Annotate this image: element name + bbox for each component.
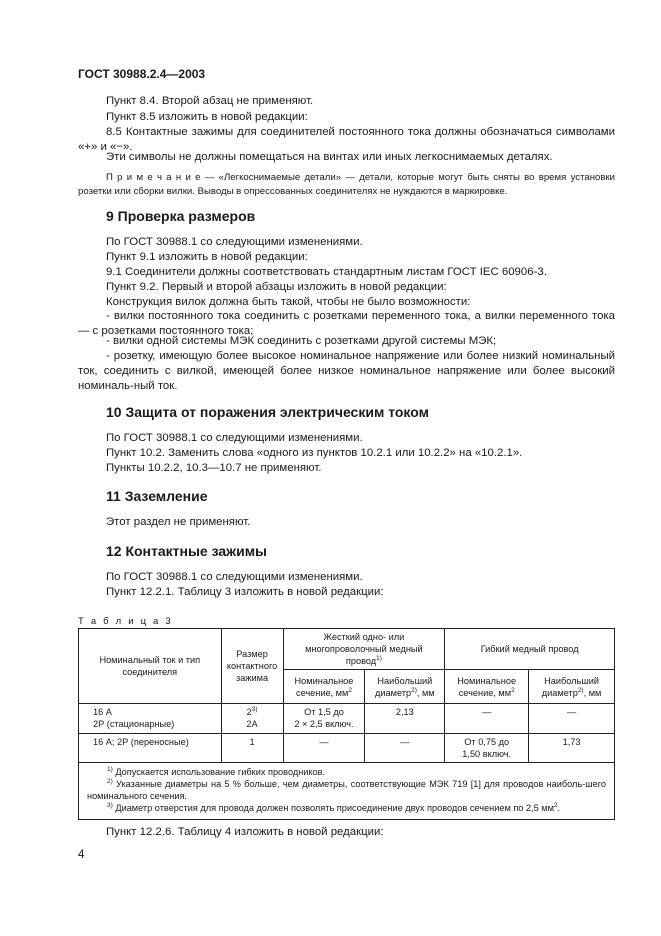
cell: 2,13 bbox=[365, 704, 445, 734]
paragraph: Пункт 9.2. Первый и второй абзацы изложить в новой редакции: bbox=[106, 281, 447, 293]
section-heading: 10 Защита от поражения электрическим током bbox=[106, 404, 429, 420]
table-caption: Т а б л и ц а 3 bbox=[78, 616, 173, 627]
header-size: Размер контактного зажима bbox=[221, 629, 283, 704]
header-rigid-wire: Жесткий одно- или многопроволочный медный провод$^{1)}$ bbox=[283, 629, 445, 670]
paragraph: Пункты 10.2.2, 10.3—10.7 не применяют. bbox=[106, 462, 322, 474]
table-footnotes bbox=[79, 763, 615, 820]
paragraph: 9.1 Соединители должны соответствовать стандартным листам ГОСТ IEC 60906-3. bbox=[106, 266, 547, 278]
paragraph: Этот раздел не применяют. bbox=[106, 516, 251, 528]
header-diameter: Наибольший диаметр$^{2)}$, мм bbox=[365, 670, 445, 704]
cell: 1,73 bbox=[529, 734, 615, 763]
list-item: - вилки постоянного тока соединить с розетками переменного тока, а вилки переменного тока — с розетками постоянного тока; bbox=[78, 310, 615, 337]
cell: От 0,75 до 1,50 включ. bbox=[445, 734, 529, 763]
paragraph: Пункт 9.1 изложить в новой редакции: bbox=[106, 251, 308, 263]
paragraph: По ГОСТ 30988.1 со следующими изменениями. bbox=[106, 571, 363, 583]
footnote: $^{2)}$ Указанные диаметры на 5 % больше, чем диаметры, соответствующие МЭК 719 [1] для проводов наиболь-шего номинального сечения. bbox=[87, 777, 606, 801]
table-row bbox=[79, 734, 615, 763]
paragraph: Конструкция вилок должна быть такой, чтобы не было возможности: bbox=[106, 296, 471, 308]
header-flexible-wire: Гибкий медный провод bbox=[445, 629, 615, 670]
header-section: Номинальное сечение, $мм^2$ bbox=[445, 670, 529, 704]
note: П р и м е ч а н и е — «Легкоснимаемые детали» — детали, которые могут быть сняты во время установки розетки или сборки вилки. Выводы в опрессованных соединителях не нуждаются в маркировке. bbox=[78, 172, 615, 197]
section-heading: 12 Контактные зажимы bbox=[106, 543, 268, 559]
header-section: Номинальное сечение, $мм^2$ bbox=[283, 670, 365, 704]
table-row bbox=[79, 704, 615, 734]
paragraph: Пункт 12.2.1. Таблицу 3 изложить в новой редакции: bbox=[106, 586, 384, 598]
paragraph: Пункт 12.2.6. Таблицу 4 изложить в новой редакции: bbox=[106, 826, 384, 838]
document-header: ГОСТ 30988.2.4—2003 bbox=[78, 67, 206, 81]
paragraph: Пункт 8.4. Второй абзац не применяют. bbox=[106, 95, 314, 107]
header-current: Номинальный ток и тип соединителя bbox=[79, 629, 222, 704]
table-3 bbox=[78, 628, 615, 820]
section-heading: 9 Проверка размеров bbox=[106, 208, 256, 224]
cell: 16 А; 2Р (переносные) bbox=[79, 734, 222, 763]
cell: От 1,5 до 2 × 2,5 включ. bbox=[283, 704, 365, 734]
paragraph: 8.5 Контактные зажимы для соединителей постоянного тока должны обозначаться символами «+» и «−». bbox=[78, 126, 615, 153]
list-item: - вилки одной системы МЭК соединить с розетками другой системы МЭК; bbox=[106, 335, 497, 347]
cell: — bbox=[365, 734, 445, 763]
paragraph: По ГОСТ 30988.1 со следующими изменениями. bbox=[106, 432, 363, 444]
paragraph: Эти символы не должны помещаться на винтах или иных легкоснимаемых деталях. bbox=[106, 151, 553, 163]
footnote: $^{3)}$ Диаметр отверстия для провода должен позволять присоединение двух проводов сечением по 2,5 $мм^2$. bbox=[107, 801, 561, 813]
cell: — bbox=[529, 704, 615, 734]
header-diameter: Наибольший диаметр$^{2)}$, мм bbox=[529, 670, 615, 704]
cell: 16 А 2Р (стационарные) bbox=[79, 704, 222, 734]
footnote: $^{1)}$ Допускается использование гибких проводников. bbox=[107, 765, 326, 777]
cell: — bbox=[445, 704, 529, 734]
cell: 2$^{3)}$ 2А bbox=[221, 704, 283, 734]
section-heading: 11 Заземление bbox=[106, 488, 208, 504]
list-item: - розетку, имеющую более высокое номинальное напряжение или более низкий номинальный ток, соединить с вилкой, имеющей более низкое номинальное напряжение или более высокий номиналь-ный ток. bbox=[78, 350, 615, 392]
paragraph: По ГОСТ 30988.1 со следующими изменениями. bbox=[106, 236, 363, 248]
paragraph: Пункт 8.5 изложить в новой редакции: bbox=[106, 111, 308, 123]
page-number: 4 bbox=[78, 849, 85, 861]
cell: — bbox=[283, 734, 365, 763]
paragraph: Пункт 10.2. Заменить слова «одного из пунктов 10.2.1 или 10.2.2» на «10.2.1». bbox=[106, 447, 523, 459]
cell: 1 bbox=[221, 734, 283, 763]
